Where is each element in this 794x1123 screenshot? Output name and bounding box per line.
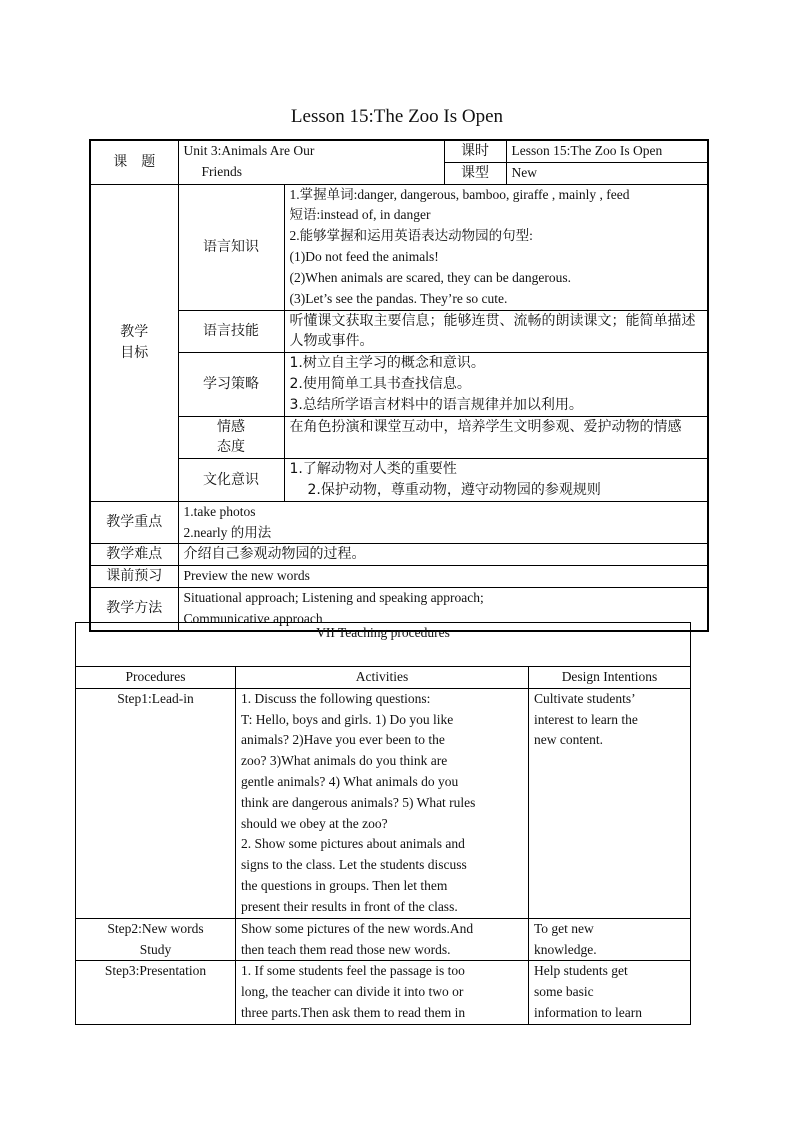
col-procedures: Procedures	[76, 667, 236, 689]
culture-label: 文化意识	[178, 459, 284, 502]
keshi-value: Lesson 15:The Zoo Is Open	[506, 140, 708, 162]
strategy-content	[284, 353, 708, 416]
procedures-heading: VII Teaching procedures	[76, 623, 691, 667]
kexing-value: New	[506, 162, 708, 184]
knowledge-label: 语言知识	[178, 184, 284, 310]
method-line: Situational approach; Listening and speaking approach;	[183, 589, 484, 605]
goals-label-line-1: 教学	[120, 323, 149, 340]
culture-content	[284, 459, 708, 502]
skills-content: 听懂课文获取主要信息；能够连贯、流畅的朗读课文；能简单描述人物或事件。	[284, 310, 708, 353]
strategy-line: 1.树立自主学习的概念和意识。	[289, 355, 485, 372]
activity-line: signs to the class. Let the students discuss	[241, 857, 467, 873]
intention-line: some basic	[534, 984, 594, 1000]
knowledge-line: (2)When animals are scared, they can be dangerous.	[289, 269, 571, 285]
activities-cell	[236, 961, 529, 1024]
activity-line: the questions in groups. Then let them	[241, 877, 448, 893]
step-line: Step2:New words	[107, 920, 204, 936]
activity-line: present their results in front of the class.	[241, 898, 458, 914]
intention-line: To get new	[534, 920, 594, 936]
activity-line: Show some pictures of the new words.And	[241, 920, 474, 936]
goals-label-line-2: 目标	[120, 344, 149, 361]
intention-line: Cultivate students’	[534, 690, 636, 706]
activities-cell	[236, 918, 529, 961]
intention-cell	[529, 961, 691, 1024]
key-point-line: 1.take photos	[183, 503, 256, 519]
activity-line: zoo? 3)What animals do you think are	[241, 753, 448, 769]
knowledge-content	[284, 184, 708, 310]
culture-line: 1.了解动物对人类的重要性	[289, 461, 457, 478]
step-cell: Step3:Presentation	[76, 961, 236, 1024]
intention-cell	[529, 918, 691, 961]
activity-line: T: Hello, boys and girls. 1) Do you like	[241, 711, 454, 727]
activity-line: should we obey at the zoo?	[241, 815, 388, 831]
lesson-plan-table	[89, 139, 709, 632]
key-point-line: 2.nearly 的用法	[183, 524, 272, 540]
emotion-label-line-2: 态度	[217, 439, 245, 456]
intention-cell	[529, 688, 691, 918]
intention-line: information to learn	[534, 1004, 642, 1020]
procedures-table	[75, 622, 691, 1025]
strategy-line: 3.总结所学语言材料中的语言规律并加以利用。	[289, 396, 583, 413]
intention-line: new content.	[534, 732, 603, 748]
activity-line: long, the teacher can divide it into two or	[241, 984, 464, 1000]
emotion-label-line-1: 情感	[217, 418, 245, 435]
knowledge-line: 1.掌握单词:danger, dangerous, bamboo, giraffe , mainly , feed	[289, 186, 630, 202]
intention-line: Help students get	[534, 963, 628, 979]
key-points-content	[178, 501, 708, 544]
kexing-label: 课型	[444, 162, 506, 184]
method-label: 教学方法	[90, 587, 178, 630]
method-line: Communicative approach	[183, 610, 323, 626]
difficulty-content: 介绍自己参观动物园的过程。	[178, 544, 708, 566]
culture-line: 2.保护动物，尊重动物，遵守动物园的参观规则	[307, 481, 601, 498]
activity-line: 1. Discuss the following questions:	[241, 690, 431, 706]
strategy-label: 学习策略	[178, 353, 284, 416]
unit-line-2: Friends	[201, 163, 242, 179]
col-activities: Activities	[236, 667, 529, 689]
emotion-content: 在角色扮演和课堂互动中，培养学生文明参观、爱护动物的情感	[284, 416, 708, 459]
knowledge-line: 短语:instead of, in danger	[289, 207, 431, 223]
ke-ti-label: 课 题	[90, 140, 178, 184]
goals-label	[90, 184, 178, 501]
knowledge-line: (3)Let’s see the pandas. They’re so cute.	[289, 290, 508, 306]
step-cell: Step1:Lead-in	[76, 688, 236, 918]
activity-line: then teach them read those new words.	[241, 941, 451, 957]
activity-line: gentle animals? 4) What animals do you	[241, 773, 459, 789]
difficulty-label: 教学难点	[90, 544, 178, 566]
unit-line-1: Unit 3:Animals Are Our	[183, 143, 315, 158]
step-cell	[76, 918, 236, 961]
keshi-label: 课时	[444, 140, 506, 162]
intention-line: interest to learn the	[534, 711, 638, 727]
activities-cell	[236, 688, 529, 918]
knowledge-line: (1)Do not feed the animals!	[289, 248, 439, 264]
strategy-line: 2.使用简单工具书查找信息。	[289, 375, 471, 392]
emotion-label	[178, 416, 284, 459]
page-title: Lesson 15:The Zoo Is Open	[290, 106, 504, 127]
activity-line: three parts.Then ask them to read them in	[241, 1004, 466, 1020]
step-line: Study	[139, 941, 172, 957]
preview-label: 课前预习	[90, 566, 178, 588]
skills-label: 语言技能	[178, 310, 284, 353]
unit-cell	[178, 140, 444, 184]
activity-line: 1. If some students feel the passage is too	[241, 963, 465, 979]
activity-line: animals? 2)Have you ever been to the	[241, 732, 445, 748]
activity-line: think are dangerous animals? 5) What rules	[241, 794, 476, 810]
activity-line: 2. Show some pictures about animals and	[241, 836, 465, 852]
col-intentions: Design Intentions	[529, 667, 691, 689]
preview-content: Preview the new words	[178, 566, 708, 588]
intention-line: knowledge.	[534, 941, 597, 957]
knowledge-line: 2.能够掌握和运用英语表达动物园的句型:	[289, 228, 533, 244]
key-points-label: 教学重点	[90, 501, 178, 544]
